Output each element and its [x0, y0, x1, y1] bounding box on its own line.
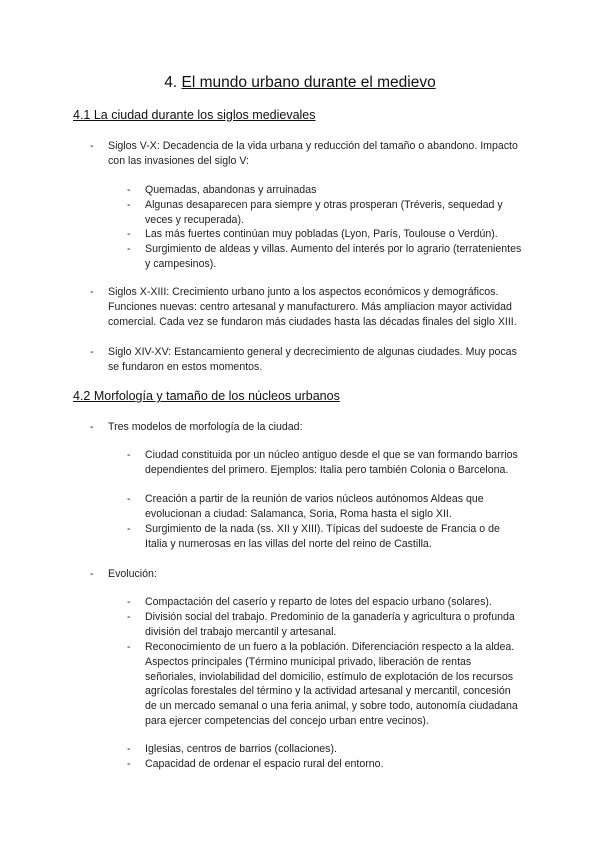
bullet-dash: -: [90, 286, 94, 298]
list-item: [90, 420, 530, 435]
sub-list-item: [127, 757, 522, 772]
sub-list-item: [127, 183, 522, 198]
bullet-dash: -: [90, 568, 94, 580]
bullet-dash: -: [90, 140, 94, 152]
list-item-text: Siglos X-XIII: Crecimiento urbano junto a los aspectos económicos y demográficos. Funciones nuevas: centro artesanal y manufacturero. Más ampliacion mayor actividad comercial. Cada vez se fundaron más ciudades hasta las décadas finales del siglo XIII.: [108, 286, 517, 329]
section-heading-4-2: 4.2 Morfología y tamaño de los núcleos urbanos: [73, 389, 340, 403]
sub-list-item-text: Capacidad de ordenar el espacio rural del entorno.: [145, 758, 384, 770]
bullet-dash: -: [127, 228, 131, 240]
sub-list-item-text: Surgimiento de la nada (ss. XII y XIII). Típicas del sudoeste de Francia o de Italia y numerosas en las villas del norte del reino de Castilla.: [145, 523, 500, 550]
bullet-dash: -: [127, 243, 131, 255]
bullet-dash: -: [90, 421, 94, 433]
list-item-text: Evolución:: [108, 568, 157, 580]
sub-list-item-text: Compactación del caserío y reparto de lotes del espacio urbano (solares).: [145, 596, 492, 608]
list-item: [90, 139, 530, 169]
bullet-dash: -: [127, 758, 131, 770]
list-item: [90, 285, 530, 331]
sub-list-item: [127, 640, 522, 729]
sub-list-item-text: Iglesias, centros de barrios (collaciones).: [145, 743, 337, 755]
list-item-text: Siglo XIV-XV: Estancamiento general y decrecimiento de algunas ciudades. Muy pocas se fundaron en estos momentos.: [108, 346, 517, 374]
sub-list-item-text: Reconocimiento de un fuero a la población. Diferenciación respecto a la aldea. Aspectos principales (Término municipal privado, liberación de rentas señoriales, inviolabilidad del domicilio, estímulo de explotación de los recursos agrícolas forestales del término y la actividad artesanal y mercantil, concesión de un mercado semanal o una feria animal, y sobre todo, autonomía ciudadana para ejercer competencias del concejo urban entre vecinos).: [145, 641, 518, 727]
list-item-text: Tres modelos de morfología de la ciudad:: [108, 421, 303, 433]
bullet-dash: -: [127, 523, 131, 535]
sub-list-item-text: Ciudad constituida por un núcleo antiguo desde el que se van formando barrios dependientes del primero. Ejemplos: Italia pero también Colonia o Barcelona.: [145, 449, 518, 476]
sub-list-item-text: Algunas desaparecen para siempre y otras prosperan (Tréveris, sequedad y veces y recuperada).: [145, 199, 503, 226]
sub-list-item: [127, 198, 522, 228]
bullet-dash: -: [127, 641, 131, 653]
section-heading-4-1: 4.1 La ciudad durante los siglos medievales: [73, 108, 316, 122]
bullet-dash: -: [90, 346, 94, 358]
sub-list-item: [127, 448, 522, 478]
sub-list-item: [127, 522, 522, 552]
sub-list-item: [127, 610, 522, 640]
list-item: [90, 567, 530, 582]
bullet-dash: -: [127, 184, 131, 196]
list-item-text: Siglos V-X: Decadencia de la vida urbana y reducción del tamaño o abandono. Impacto con las invasiones del siglo V:: [108, 140, 518, 168]
sub-list-item: [127, 227, 522, 242]
title-text: El mundo urbano durante el medievo: [181, 74, 436, 91]
sub-list-item: [127, 742, 522, 757]
sub-list-item-text: Las más fuertes continúan muy pobladas (Lyon, París, Toulouse o Verdún).: [145, 228, 498, 240]
bullet-dash: -: [127, 493, 131, 505]
list-item: [90, 345, 530, 375]
bullet-dash: -: [127, 743, 131, 755]
sub-list-item-text: División social del trabajo. Predominio de la ganadería y agricultura o profunda división del trabajo mercantil y artesanal.: [145, 611, 515, 638]
bullet-dash: -: [127, 611, 131, 623]
title-number: 4.: [164, 74, 178, 91]
sub-list-item: [127, 492, 522, 522]
sub-list-item: [127, 242, 522, 272]
bullet-dash: -: [127, 199, 131, 211]
sub-list-item-text: Creación a partir de la reunión de varios núcleos autónomos Aldeas que evolucionan a ciudad: Salamanca, Soria, Roma hasta el siglo XII.: [145, 493, 484, 520]
sub-list-item: [127, 595, 522, 610]
sub-list-item-text: Surgimiento de aldeas y villas. Aumento del interés por lo agrario (terratenientes y campesinos).: [145, 243, 522, 270]
page-title: [0, 74, 600, 92]
bullet-dash: -: [127, 596, 131, 608]
bullet-dash: -: [127, 449, 131, 461]
sub-list-item-text: Quemadas, abandonas y arruinadas: [145, 184, 317, 196]
